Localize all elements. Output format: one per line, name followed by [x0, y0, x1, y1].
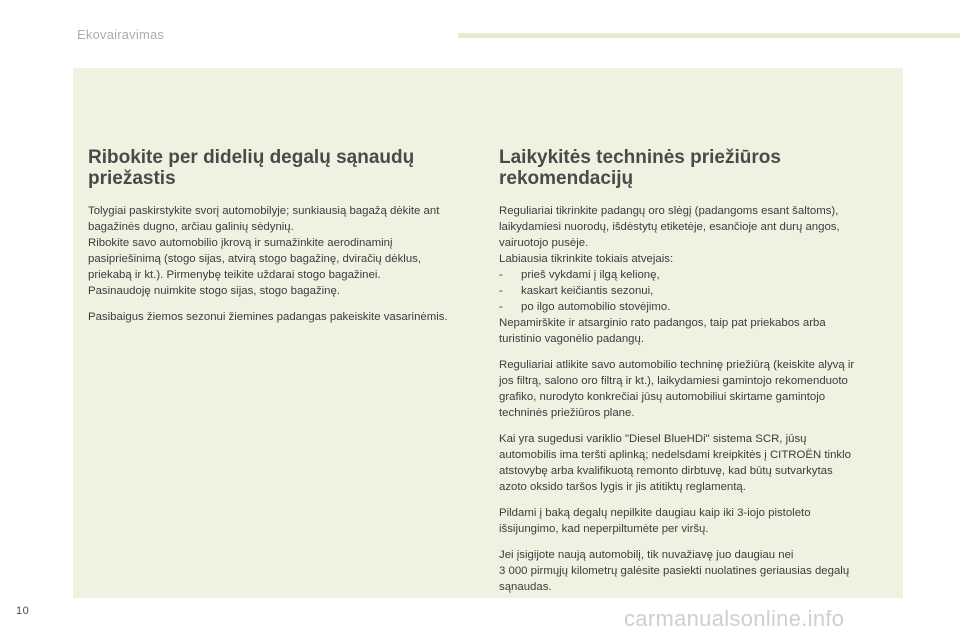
- watermark: carmanualsonline.info: [624, 606, 845, 631]
- right-paragraph-refuelling: Pildami į baką degalų nepilkite daugiau kaip iki 3-iojo pistoleto išsijungimo, kad neperpiltumėte per viršų.: [499, 507, 811, 535]
- section-title: Ekovairavimas: [77, 27, 165, 42]
- right-heading: Laikykitės techninės priežiūros rekomendacijų: [499, 147, 781, 189]
- left-paragraph-load: Tolygiai paskirstykite svorį automobilyje; sunkiausią bagažą dėkite ant bagažinės dugno, arčiau galinių sėdynių. Ribokite savo automobilio įkrovą ir sumažinkite aerodinaminį pasipriešinimą (stogo sijas, atvirą stogo bagažinę, dviračių dėklus, priekabą ir kt.). Pirmenybę teikite uždarai stogo bagažinei. Pasinaudoję nuimkite stogo sijas, stogo bagažinę.: [88, 205, 440, 297]
- right-column: [499, 147, 894, 605]
- header-rule: [458, 33, 960, 38]
- list-item: - po ilgo automobilio stovėjimo.: [499, 301, 671, 313]
- list-item: - kaskart keičiantis sezonui,: [499, 285, 654, 297]
- right-paragraph-new-car: Jei įsigijote naują automobilį, tik nuvažiavę juo daugiau nei 3 000 pirmųjų kilometrų galėsite pasiekti nuolatines geriausias degalų sąnaudas.: [499, 549, 850, 593]
- left-paragraph-tyres: Pasibaigus žiemos sezonui žiemines padangas pakeiskite vasarinėmis.: [88, 311, 448, 323]
- page-number: 10: [16, 605, 30, 617]
- left-column: [88, 147, 478, 335]
- left-heading: Ribokite per didelių degalų sąnaudų priežastis: [88, 147, 415, 189]
- list-item: - prieš vykdami į ilgą kelionę,: [499, 269, 660, 281]
- right-paragraph-tyre-pressure: Reguliariai tikrinkite padangų oro slėgį (padangoms esant šaltoms), laikydamiesi nuorodų, išdėstytų etiketėje, esančioje ant durų angos, vairuotojo pusėje. Labiausia tikrinkite tokiais atvejais: - prieš vykdami į ilgą kelionę, - kaskart keičiantis sezonui, - po ilgo automobilio stovėjimo. Nepamirškite ir atsarginio rato padangos, taip pat priekabos arba turistinio vagonėlio padangų.: [499, 203, 894, 347]
- right-paragraph-scr: Kai yra sugedusi variklio "Diesel BlueHDi" sistema SCR, jūsų automobilis ima teršti aplinką; nedelsdami kreipkitės į CITROËN tinklo atstovybę arba kvalifikuotą remonto dirbtuvę, kad būtų sutvarkytas azoto oksido taršos lygis ir jis atitiktų reglamentą.: [499, 433, 851, 493]
- right-paragraph-maintenance: Reguliariai atlikite savo automobilio techninę priežiūrą (keiskite alyvą ir jos filtrą, salono oro filtrą ir kt.), laikydamiesi gamintojo rekomenduoto grafiko, nurodyto konkrečiai jūsų automobiliui skirtame gamintojo techninės priežiūros plane.: [499, 359, 855, 419]
